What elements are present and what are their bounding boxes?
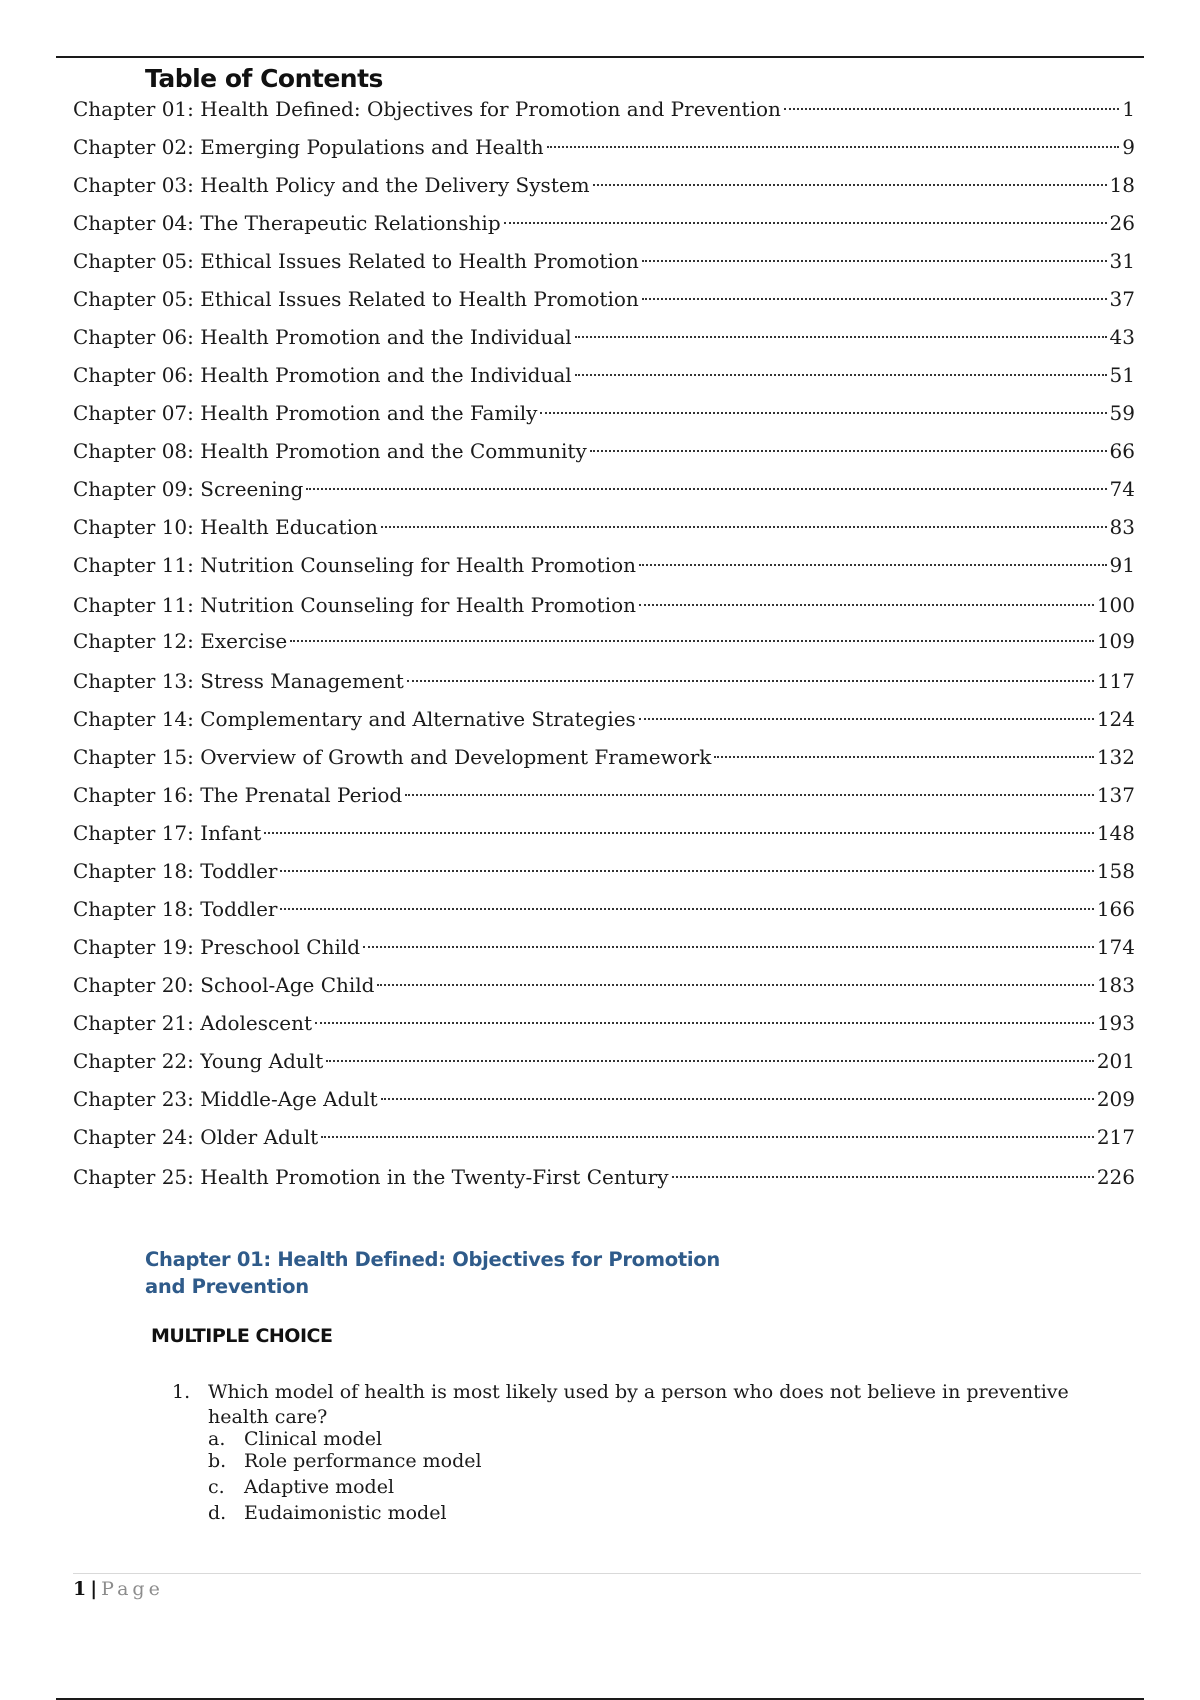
toc-dot-leader xyxy=(264,832,1094,834)
toc-entry-page: 124 xyxy=(1096,707,1135,731)
toc-dot-leader xyxy=(593,184,1107,186)
toc-entry[interactable] xyxy=(73,1008,1135,1038)
footer-page-number: 1 xyxy=(73,1578,87,1600)
toc-entry[interactable] xyxy=(73,666,1135,696)
option-letter: b. xyxy=(208,1450,227,1472)
toc-entry-page: 100 xyxy=(1096,593,1135,617)
toc-entry[interactable] xyxy=(73,512,1135,542)
toc-entry-page: 174 xyxy=(1096,935,1135,959)
toc-entry-page: 37 xyxy=(1109,287,1135,311)
toc-entry[interactable] xyxy=(73,1084,1135,1114)
toc-entry-page: 117 xyxy=(1096,669,1135,693)
toc-entry-page: 74 xyxy=(1109,477,1135,501)
toc-dot-leader xyxy=(321,1136,1094,1138)
option-text: Clinical model xyxy=(244,1428,383,1450)
toc-dot-leader xyxy=(714,756,1093,758)
toc-entry[interactable] xyxy=(73,208,1135,238)
toc-dot-leader xyxy=(381,1098,1094,1100)
toc-dot-leader xyxy=(575,336,1107,338)
toc-entry-title: Chapter 03: Health Policy and the Delivery System xyxy=(73,173,590,197)
toc-dot-leader xyxy=(642,260,1107,262)
toc-entry[interactable] xyxy=(73,322,1135,352)
option-letter: a. xyxy=(208,1428,226,1450)
toc-entry-title: Chapter 17: Infant xyxy=(73,821,262,845)
toc-entry[interactable] xyxy=(73,932,1135,962)
toc-entry-page: 158 xyxy=(1096,859,1135,883)
toc-entry-page: 18 xyxy=(1109,173,1135,197)
toc-entry[interactable] xyxy=(73,704,1135,734)
toc-entry-page: 83 xyxy=(1109,515,1135,539)
toc-entry-title: Chapter 05: Ethical Issues Related to Health Promotion xyxy=(73,249,639,273)
toc-entry[interactable] xyxy=(73,1122,1135,1152)
toc-title: Table of Contents xyxy=(145,64,383,93)
toc-entry-page: 91 xyxy=(1109,553,1135,577)
toc-entry-title: Chapter 06: Health Promotion and the Individual xyxy=(73,325,572,349)
top-rule xyxy=(56,56,1144,58)
toc-dot-leader xyxy=(642,298,1107,300)
toc-entry[interactable] xyxy=(73,1162,1135,1192)
toc-entry-title: Chapter 23: Middle-Age Adult xyxy=(73,1087,378,1111)
toc-dot-leader xyxy=(639,604,1094,606)
toc-entry-page: 26 xyxy=(1109,211,1135,235)
page-footer xyxy=(73,1578,164,1600)
toc-entry-title: Chapter 04: The Therapeutic Relationship xyxy=(73,211,501,235)
toc-dot-leader xyxy=(672,1176,1094,1178)
toc-entry-page: 137 xyxy=(1096,783,1135,807)
toc-dot-leader xyxy=(547,146,1120,148)
section-label: MULTIPLE CHOICE xyxy=(151,1325,333,1347)
toc-entry-title: Chapter 25: Health Promotion in the Twenty-First Century xyxy=(73,1165,669,1189)
toc-entry-title: Chapter 12: Exercise xyxy=(73,629,288,653)
toc-entry-page: 66 xyxy=(1109,439,1135,463)
toc-dot-leader xyxy=(639,564,1107,566)
toc-entry-title: Chapter 13: Stress Management xyxy=(73,669,404,693)
toc-entry[interactable] xyxy=(73,742,1135,772)
answer-option xyxy=(208,1501,447,1525)
toc-entry[interactable] xyxy=(73,436,1135,466)
toc-entry-title: Chapter 19: Preschool Child xyxy=(73,935,361,959)
toc-entry[interactable] xyxy=(73,856,1135,886)
toc-entry[interactable] xyxy=(73,474,1135,504)
toc-entry[interactable] xyxy=(73,818,1135,848)
option-text: Role performance model xyxy=(244,1450,482,1472)
toc-entry-page: 166 xyxy=(1096,897,1135,921)
toc-dot-leader xyxy=(590,450,1107,452)
option-text: Adaptive model xyxy=(244,1476,395,1498)
toc-dot-leader xyxy=(405,794,1094,796)
toc-dot-leader xyxy=(407,680,1094,682)
answer-option xyxy=(208,1449,482,1473)
option-letter: c. xyxy=(208,1476,225,1498)
toc-dot-leader xyxy=(504,222,1107,224)
toc-entry-title: Chapter 18: Toddler xyxy=(73,859,278,883)
toc-entry[interactable] xyxy=(73,246,1135,276)
toc-entry-page: 226 xyxy=(1096,1165,1135,1189)
toc-entry-page: 183 xyxy=(1096,973,1135,997)
toc-entry-page: 31 xyxy=(1109,249,1135,273)
toc-entry-title: Chapter 16: The Prenatal Period xyxy=(73,783,403,807)
toc-entry[interactable] xyxy=(73,1046,1135,1076)
answer-option xyxy=(208,1475,394,1499)
toc-dot-leader xyxy=(306,488,1106,490)
toc-entry[interactable] xyxy=(73,590,1135,620)
question xyxy=(172,1380,1132,1430)
option-text: Eudaimonistic model xyxy=(244,1502,447,1524)
toc-entry[interactable] xyxy=(73,360,1135,390)
toc-entry-title: Chapter 08: Health Promotion and the Community xyxy=(73,439,587,463)
toc-entry-page: 1 xyxy=(1122,97,1135,121)
toc-dot-leader xyxy=(280,870,1093,872)
toc-entry-page: 217 xyxy=(1096,1125,1135,1149)
option-letter: d. xyxy=(208,1502,227,1524)
toc-dot-leader xyxy=(540,412,1106,414)
toc-entry[interactable] xyxy=(73,970,1135,1000)
toc-entry[interactable] xyxy=(73,170,1135,200)
toc-dot-leader xyxy=(784,108,1119,110)
toc-entry-title: Chapter 15: Overview of Growth and Development Framework xyxy=(73,745,712,769)
answer-option xyxy=(208,1427,382,1451)
toc-dot-leader xyxy=(639,718,1094,720)
toc-dot-leader xyxy=(363,946,1094,948)
toc-entry[interactable] xyxy=(73,780,1135,810)
toc-entry-page: 201 xyxy=(1096,1049,1135,1073)
toc-entry[interactable] xyxy=(73,284,1135,314)
toc-entry-title: Chapter 11: Nutrition Counseling for Health Promotion xyxy=(73,553,637,577)
toc-entry-title: Chapter 18: Toddler xyxy=(73,897,278,921)
question-number: 1. xyxy=(172,1381,191,1403)
toc-entry-title: Chapter 02: Emerging Populations and Health xyxy=(73,135,544,159)
toc-entry-title: Chapter 24: Older Adult xyxy=(73,1125,319,1149)
toc-dot-leader xyxy=(326,1060,1094,1062)
toc-entry-title: Chapter 21: Adolescent xyxy=(73,1011,312,1035)
toc-entry-title: Chapter 11: Nutrition Counseling for Health Promotion xyxy=(73,593,637,617)
toc-entry-title: Chapter 10: Health Education xyxy=(73,515,378,539)
toc-entry-page: 59 xyxy=(1109,401,1135,425)
toc-entry-title: Chapter 01: Health Defined: Objectives for Promotion and Prevention xyxy=(73,97,781,121)
toc-entry-title: Chapter 07: Health Promotion and the Family xyxy=(73,401,538,425)
toc-entry-page: 209 xyxy=(1096,1087,1135,1111)
footer-page-word: Page xyxy=(101,1578,164,1600)
footer-separator: | xyxy=(90,1578,98,1600)
toc-entry-title: Chapter 09: Screening xyxy=(73,477,304,501)
toc-entry[interactable] xyxy=(73,398,1135,428)
footer-rule xyxy=(73,1573,1141,1574)
chapter-heading: Chapter 01: Health Defined: Objectives for Promotion and Prevention xyxy=(145,1248,720,1298)
toc-dot-leader xyxy=(377,984,1093,986)
toc-dot-leader xyxy=(280,908,1093,910)
toc-entry-title: Chapter 06: Health Promotion and the Individual xyxy=(73,363,572,387)
toc-entry-page: 43 xyxy=(1109,325,1135,349)
toc-dot-leader xyxy=(315,1022,1094,1024)
toc-entry[interactable] xyxy=(73,94,1135,124)
toc-dot-leader xyxy=(381,526,1107,528)
toc-entry-title: Chapter 22: Young Adult xyxy=(73,1049,324,1073)
toc-entry[interactable] xyxy=(73,132,1135,162)
toc-dot-leader xyxy=(575,374,1107,376)
toc-entry-page: 51 xyxy=(1109,363,1135,387)
toc-entry[interactable] xyxy=(73,550,1135,580)
toc-entry-title: Chapter 14: Complementary and Alternative Strategies xyxy=(73,707,636,731)
toc-entry[interactable] xyxy=(73,894,1135,924)
toc-entry[interactable] xyxy=(73,626,1135,656)
question-text: Which model of health is most likely used by a person who does not believe in preventive health care? xyxy=(208,1381,1069,1428)
toc-dot-leader xyxy=(290,640,1094,642)
toc-entry-title: Chapter 05: Ethical Issues Related to Health Promotion xyxy=(73,287,639,311)
toc-entry-page: 9 xyxy=(1122,135,1135,159)
toc-entry-page: 148 xyxy=(1096,821,1135,845)
toc-entry-page: 193 xyxy=(1096,1011,1135,1035)
toc-entry-page: 109 xyxy=(1096,629,1135,653)
toc-entry-page: 132 xyxy=(1096,745,1135,769)
toc-entry-title: Chapter 20: School-Age Child xyxy=(73,973,375,997)
